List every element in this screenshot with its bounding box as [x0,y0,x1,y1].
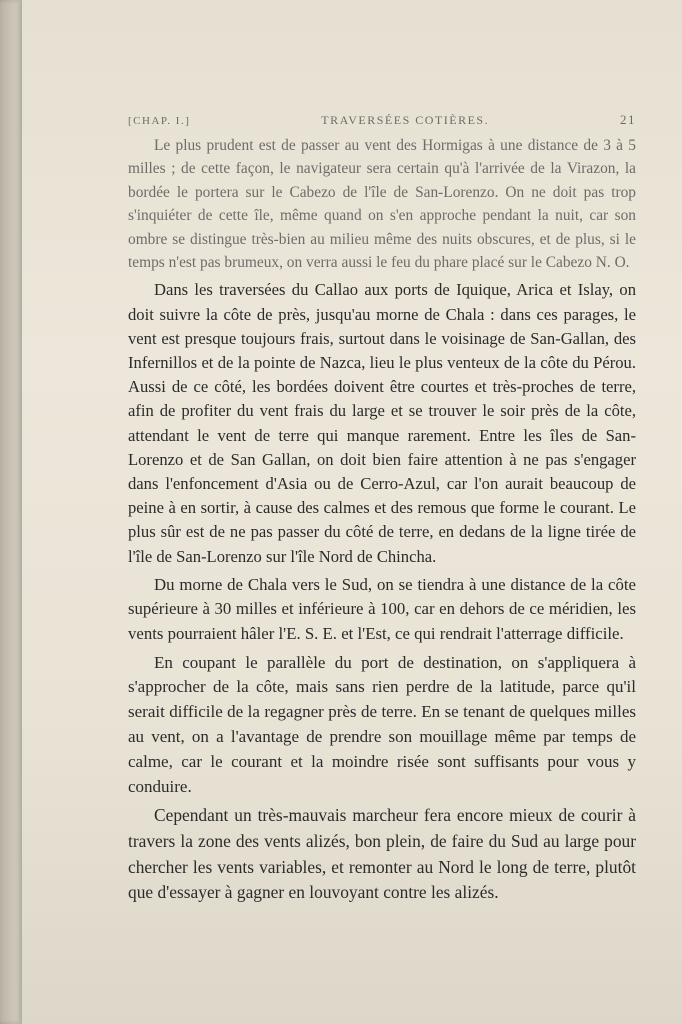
page-title: TRAVERSÉES COTIÈRES. [321,113,490,127]
paragraph-4: En coupant le parallèle du port de destination, on s'appliquera à s'approcher de la côte, mais sans rien perdre de la latitude, parce qu'il serait difficile de la regagner près de terre. En se tenant de quelques milles au vent, on a l'avantage de prendre son mouillage même par temps de calme, car le courant et la moindre risée sont suffisants pour vous y conduire. [128,652,636,796]
paragraph-3: Du morne de Chala vers le Sud, on se tiendra à une distance de la côte supérieure à 30 milles et inférieure à 100, car en dehors de ce méridien, les vents pourraient hâler l'E. S. E. et l'Est, ce qui rendrait l'atterrage difficile. [128,574,636,644]
paragraph-2: Dans les traversées du Callao aux ports de Iquique, Arica et Islay, on doit suivre la côte de près, jusqu'au morne de Chala : dans ces parages, le vent est presque toujours frais, surtout dans le voisinage de San-Gallan, des Infernillos et de la pointe de Nazca, lieu le plus venteux de la côte du Pérou. Aussi de ce côté, les bordées doivent être courtes et très-proches de terre, afin de profiter du vent frais du large et se trouver le soir près de la côte, attendant le vent de terre qui manque rarement. Entre les îles de San-Lorenzo et de San Gallan, on doit bien faire attention à ne pas s'engager dans l'enfoncement d'Asia ou de Cerro-Azul, car l'on aurait beaucoup de peine à en sortir, à cause des calmes et des remous que forme le courant. Le plus sûr est de ne pas passer du côté de terre, en dedans de la ligne tirée de l'île de San-Lorenzo sur l'île Nord de Chincha. [128,280,636,566]
book-page [22,0,682,1024]
chapter-label: [CHAP. I.] [128,115,191,127]
page-content [128,112,636,910]
body-text [128,134,636,906]
paragraph-5: Cependant un très-mauvais marcheur fera encore mieux de courir à travers la zone des vents alizés, bon plein, de faire du Sud au large pour chercher les vents variables, et remonter au Nord le long de terre, plutôt que d'essayer à gagner en louvoyant contre les alizés. [128,805,636,903]
running-head [128,112,636,128]
page-number: 21 [619,112,636,127]
paragraph-1: Le plus prudent est de passer au vent des Hormigas à une distance de 3 à 5 milles ; de cette façon, le navigateur sera certain qu'à l'arrivée de la Virazon, la bordée le portera sur le Cabezo de l'île de San-Lorenzo. On ne doit pas trop s'inquiéter de cette île, même quand on s'en approche pendant la nuit, car son ombre se distingue très-bien au milieu même des nuits obscures, et de plus, si le temps n'est pas brumeux, on verra aussi le feu du phare placé sur le Cabezo N. O. [128,137,636,272]
